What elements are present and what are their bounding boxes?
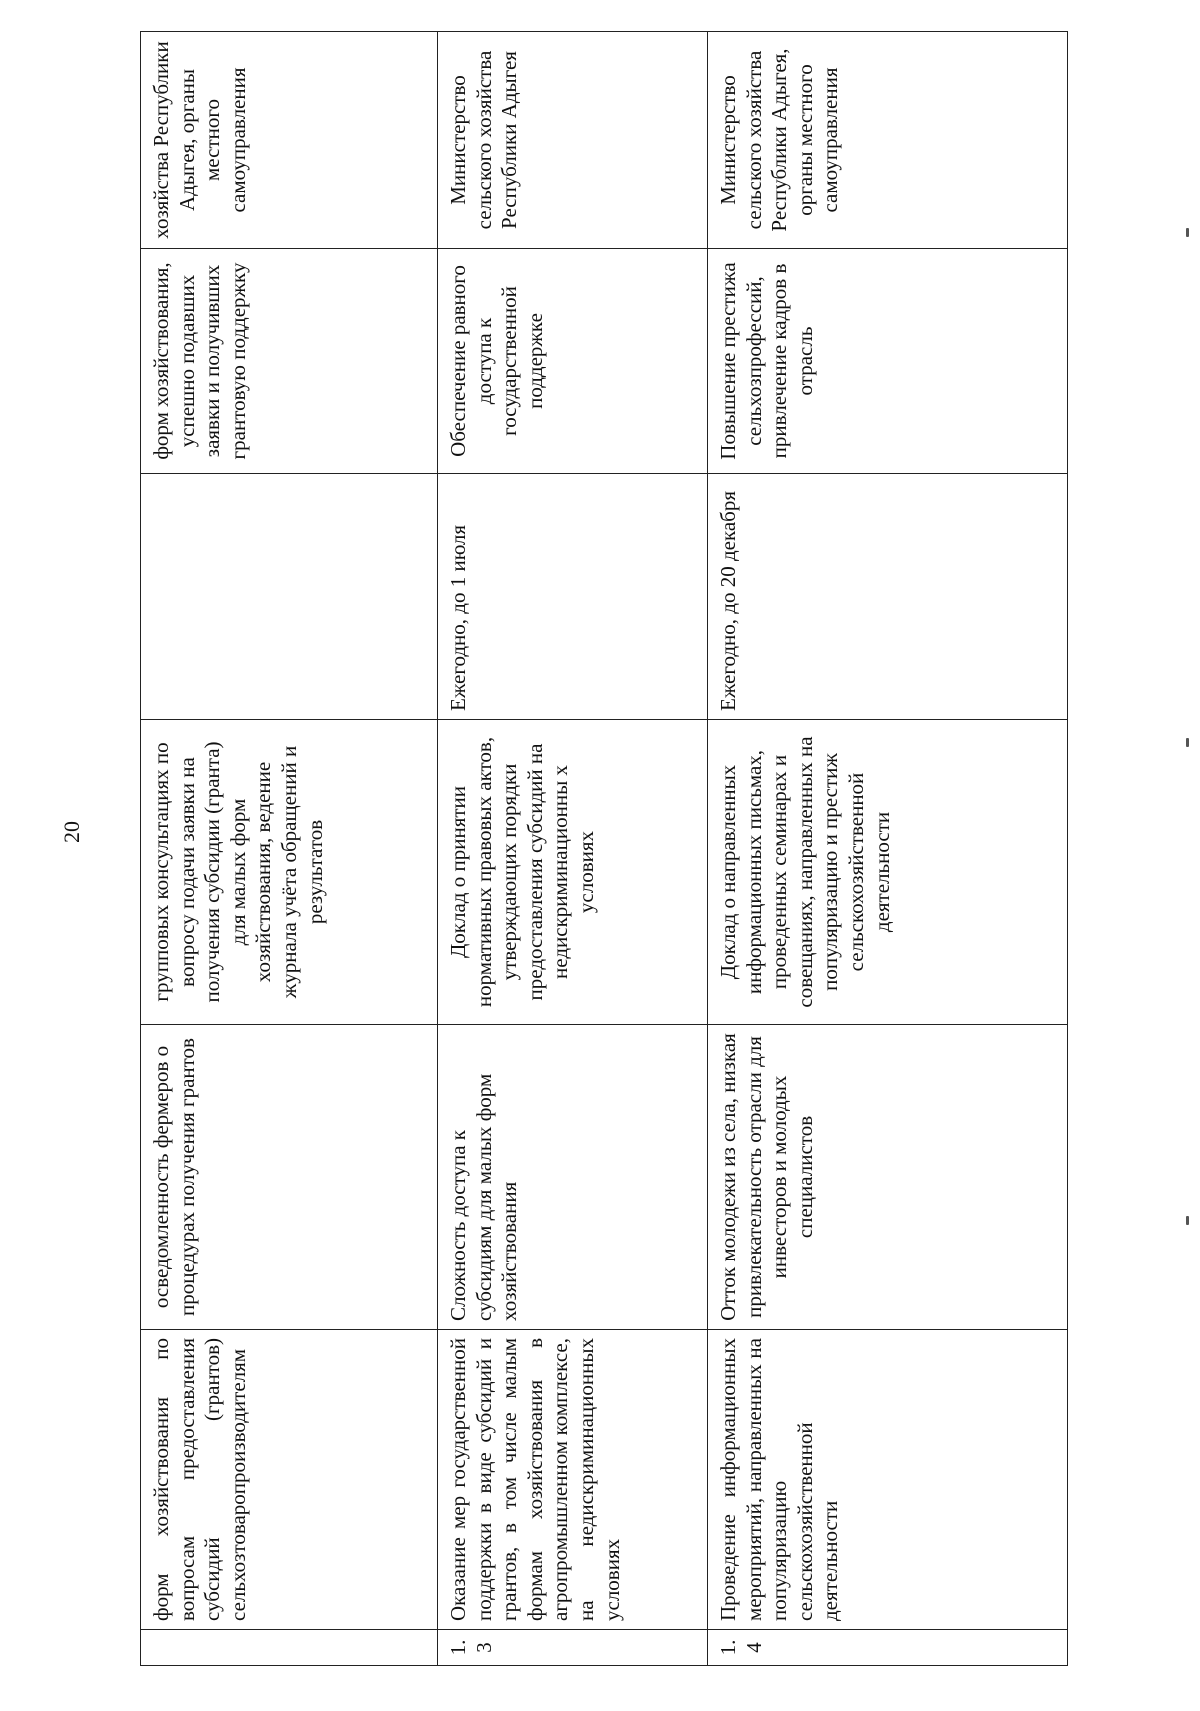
row-number xyxy=(141,1630,438,1666)
page-number: 20 xyxy=(59,821,84,843)
problem-cell: осведомленность фермеров о процедурах получения грантов xyxy=(141,1025,438,1330)
rotated-table-container xyxy=(140,32,1067,1666)
measure-cell: Оказание мер государственной поддержки в виде субсидий и грантов, в том числе малым формам хозяйствования в агропромышленном комплексе, на недискриминационных условиях xyxy=(438,1330,708,1630)
executor-cell: хозяйства Республики Адыгея, органы местного самоуправления xyxy=(141,32,438,249)
measure-cell: форм хозяйствования по вопросам предоставления субсидий (грантов) сельхозтоваропроизводителям xyxy=(141,1330,438,1630)
scan-artifact xyxy=(1186,738,1189,747)
deadline-cell xyxy=(141,474,438,720)
deadline-cell: Ежегодно, до 1 июля xyxy=(438,474,708,720)
deadline-cell: Ежегодно, до 20 декабря xyxy=(708,474,1068,720)
goal-cell: форм хозяйствования, успешно подавших заявки и получивших грантовую поддержку xyxy=(141,249,438,474)
table-row xyxy=(141,32,438,1666)
measure-cell: Проведение информационных мероприятий, направленных на популяризацию сельскохозяйственной деятельности xyxy=(708,1330,1068,1630)
result-cell: Доклад о принятии нормативных правовых актов, утверждающих порядки предоставления субсидий на недискриминационны х условиях xyxy=(438,720,708,1025)
table-row xyxy=(708,32,1068,1666)
table-row xyxy=(438,32,708,1666)
goal-cell: Повышение престижа сельхозпрофессий, привлечение кадров в отрасль xyxy=(708,249,1068,474)
scan-artifact xyxy=(1186,228,1189,237)
executor-cell: Министерство сельского хозяйства Республики Адыгея xyxy=(438,32,708,249)
problem-cell: Отток молодежи из села, низкая привлекательность отрасли для инвесторов и молодых специалистов xyxy=(708,1025,1068,1330)
problem-cell: Сложность доступа к субсидиям для малых форм хозяйствования xyxy=(438,1025,708,1330)
row-number: 1.4 xyxy=(708,1630,1068,1666)
goal-cell: Обеспечение равного доступа к государственной поддержке xyxy=(438,249,708,474)
executor-cell: Министерство сельского хозяйства Республики Адыгея, органы местного самоуправления xyxy=(708,32,1068,249)
measures-table xyxy=(140,31,1068,1666)
result-cell: групповых консультациях по вопросу подачи заявки на получения субсидии (гранта) для малых форм хозяйствования, ведение журнала учёта обращений и результатов xyxy=(141,720,438,1025)
row-number: 1.3 xyxy=(438,1630,708,1666)
scan-artifact xyxy=(1186,1216,1189,1225)
result-cell: Доклад о направленных информационных письмах, проведенных семинарах и совещаниях, направленных на популяризацию и престиж сельскохозяйственной деятельности xyxy=(708,720,1068,1025)
